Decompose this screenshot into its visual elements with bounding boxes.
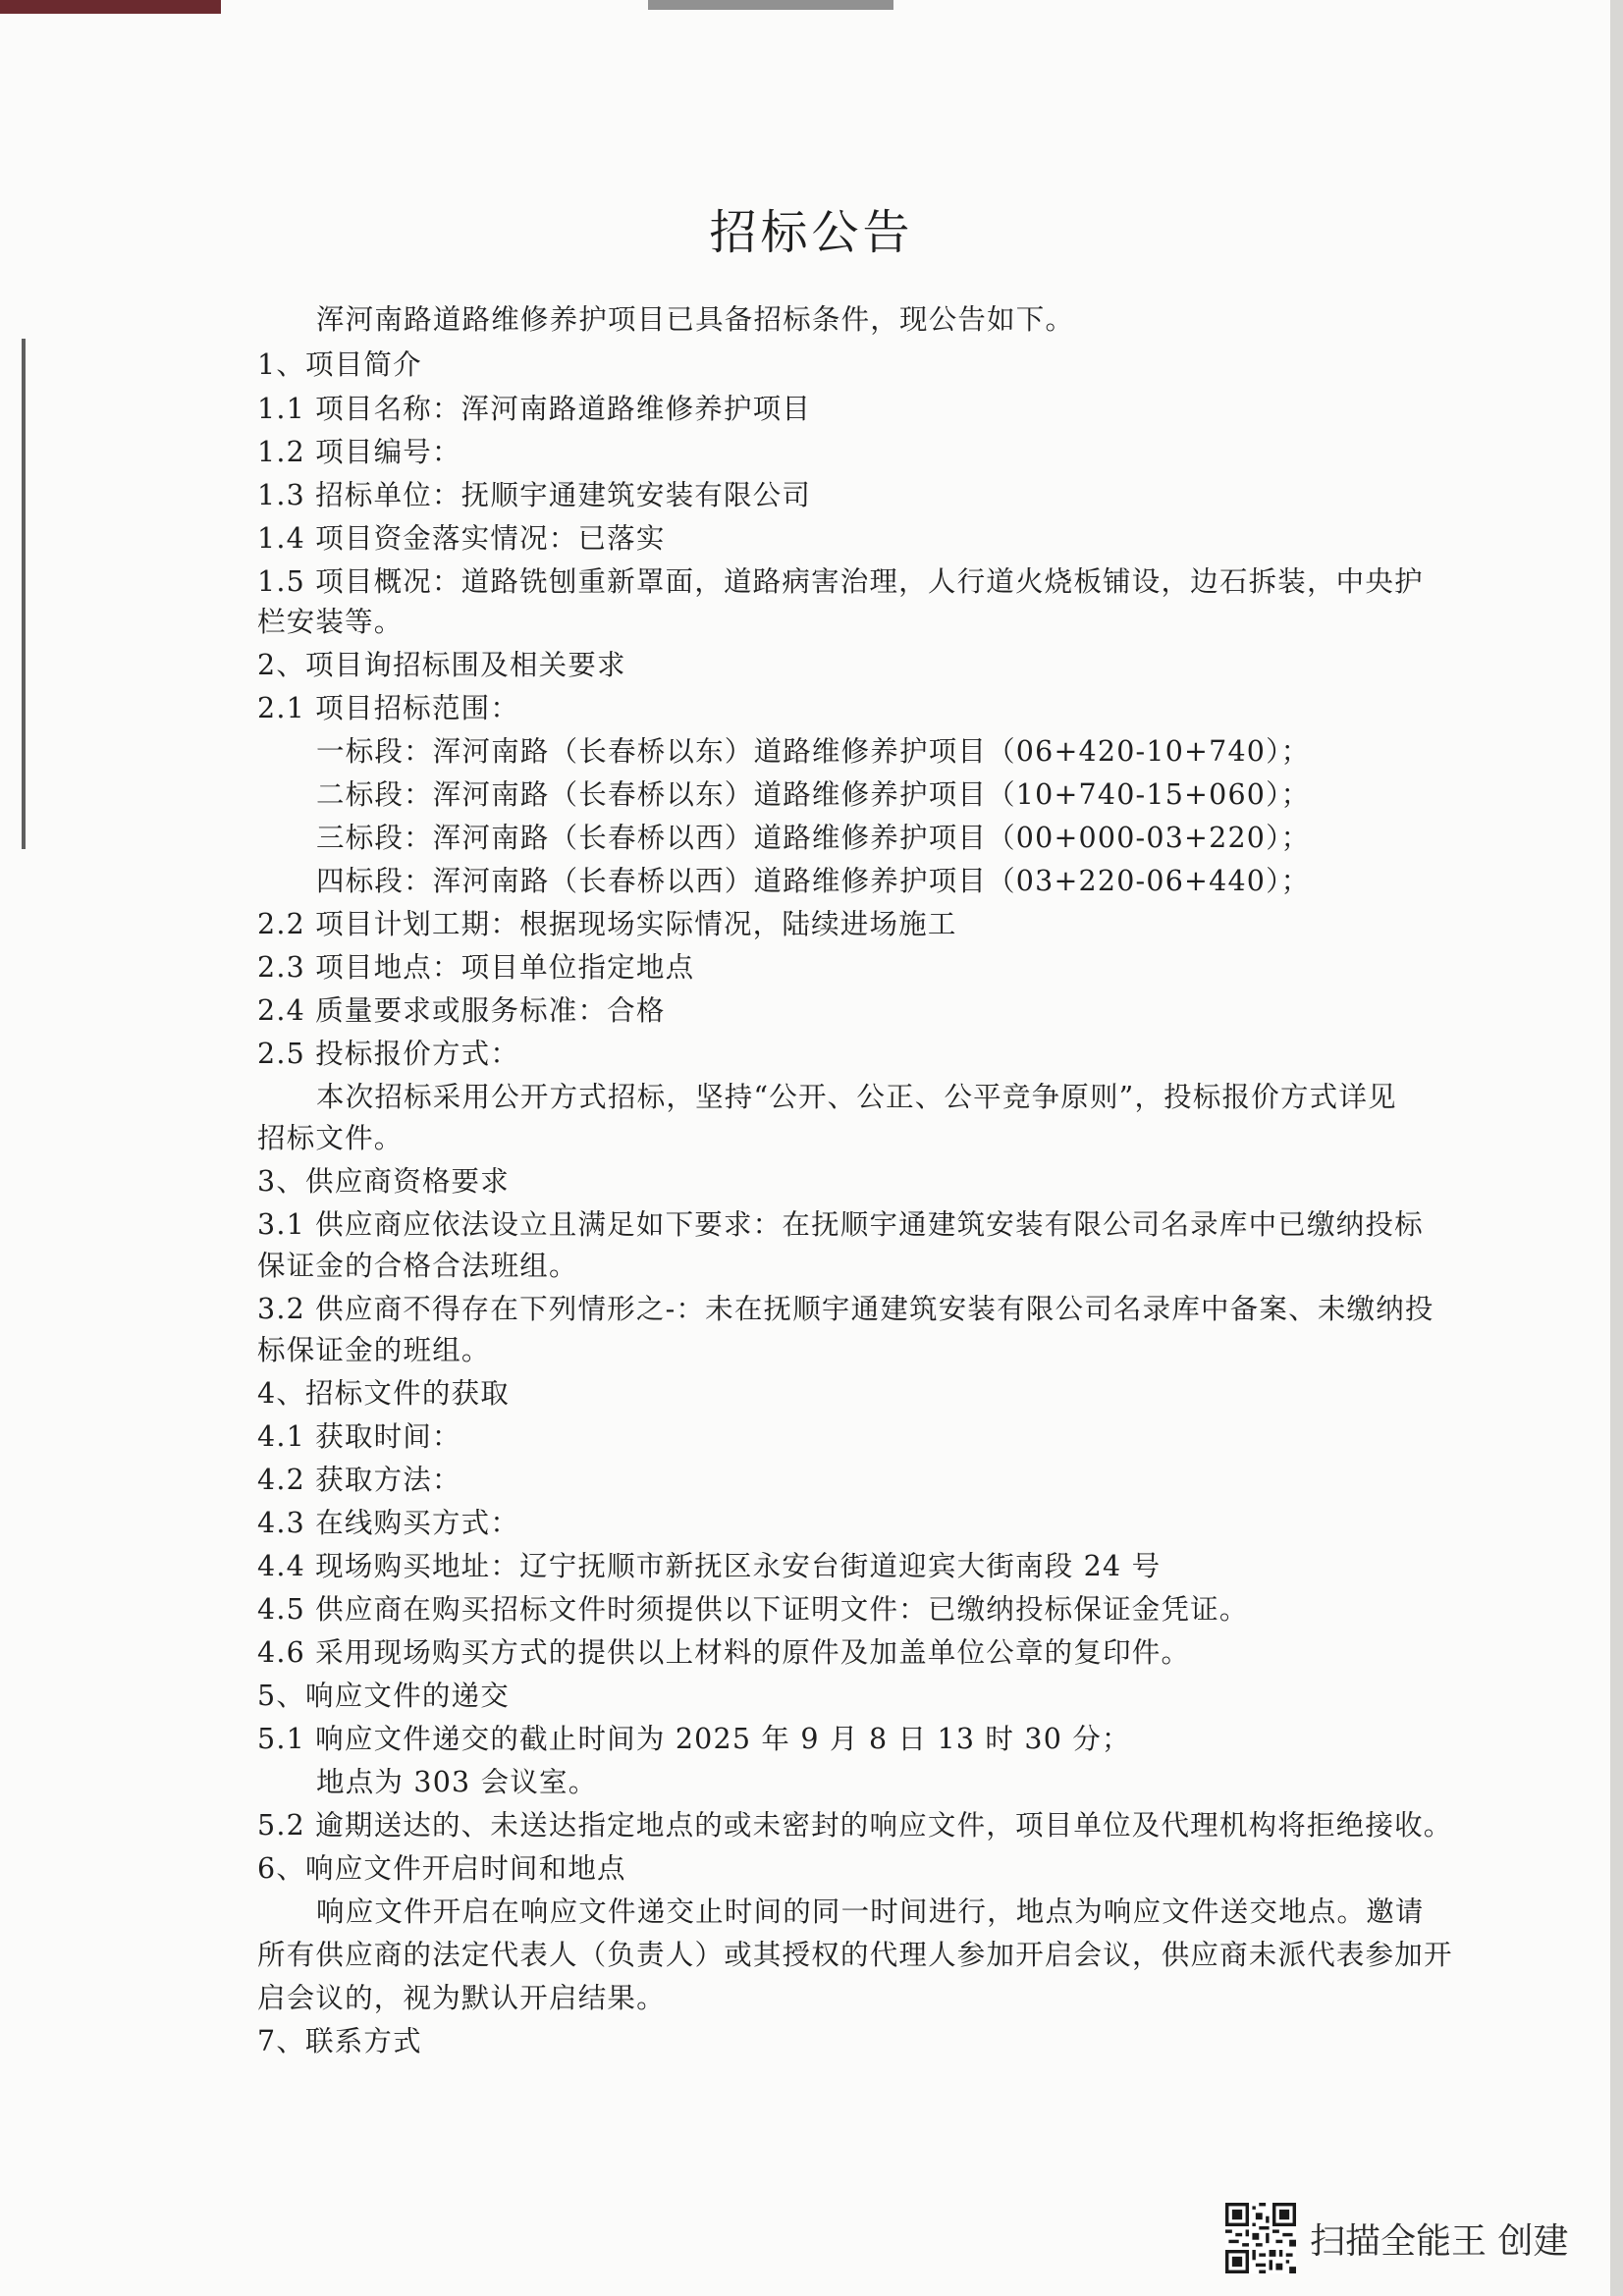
text-line: 启会议的，视为默认开启结果。 [257,1982,666,2014]
lot-item: 一标段：浑河南路（长春桥以东）道路维修养护项目（06+420-10+740）； [316,735,1311,768]
text-line: 2.3 项目地点：项目单位指定地点 [257,951,695,984]
text-line: 2.1 项目招标范围： [257,692,520,724]
section-heading: 1、项目简介 [257,348,422,381]
scan-margin [1610,0,1623,2296]
text-line: 1.3 招标单位：抚顺宇通建筑安装有限公司 [257,479,812,511]
text-line: 所有供应商的法定代表人（负责人）或其授权的代理人参加开启会议，供应商未派代表参加开 [257,1939,1453,1971]
section-heading: 7、联系方式 [257,2025,422,2057]
text-line: 4.2 获取方法： [257,1464,461,1496]
text-line: 1.1 项目名称：浑河南路道路维修养护项目 [257,393,812,425]
intro-paragraph: 浑河南路道路维修养护项目已具备招标条件，现公告如下。 [316,303,1075,336]
text-line: 2.5 投标报价方式： [257,1038,520,1070]
lot-item: 二标段：浑河南路（长春桥以东）道路维修养护项目（10+740-15+060）； [316,778,1311,811]
section-heading: 3、供应商资格要求 [257,1165,510,1198]
scan-edge-mark [22,339,26,849]
text-line: 1.2 项目编号： [257,436,461,468]
text-line: 栏安装等。 [257,606,404,638]
section-heading: 6、响应文件开启时间和地点 [257,1852,626,1885]
text-line: 4.3 在线购买方式： [257,1507,520,1539]
text-line: 5.2 逾期送达的、未送达指定地点的或未密封的响应文件，项目单位及代理机构将拒绝接收。 [257,1809,1453,1842]
text-line: 2.2 项目计划工期：根据现场实际情况，陆续进场施工 [257,908,957,940]
text-line: 保证金的合格合法班组。 [257,1250,578,1282]
lot-item: 三标段：浑河南路（长春桥以西）道路维修养护项目（00+000-03+220）； [316,822,1311,854]
section-heading: 2、项目询招标围及相关要求 [257,649,626,681]
text-line: 4.5 供应商在购买招标文件时须提供以下证明文件：已缴纳投标保证金凭证。 [257,1593,1249,1626]
page-title: 招标公告 [709,205,914,260]
text-line: 3.2 供应商不得存在下列情形之-：未在抚顺宇通建筑安装有限公司名录库中备案、未缴纳投 [257,1293,1434,1325]
text-line: 4.1 获取时间： [257,1420,461,1453]
text-line: 2.4 质量要求或服务标准：合格 [257,994,666,1027]
qr-code-icon [1225,2203,1296,2273]
text-line: 地点为 303 会议室。 [316,1766,598,1798]
text-line: 响应文件开启在响应文件递交止时间的同一时间进行，地点为响应文件送交地点。邀请 [316,1896,1425,1928]
lot-item: 四标段：浑河南路（长春桥以西）道路维修养护项目（03+220-06+440）； [316,865,1311,897]
text-line: 招标文件。 [257,1122,404,1154]
text-line: 3.1 供应商应依法设立且满足如下要求：在抚顺宇通建筑安装有限公司名录库中已缴纳投标 [257,1208,1424,1241]
text-line: 本次招标采用公开方式招标，坚持“公开、公正、公平竞争原则”，投标报价方式详见 [316,1081,1397,1113]
text-line: 5.1 响应文件递交的截止时间为 2025 年 9 月 8 日 13 时 30 分； [257,1723,1131,1755]
scanner-watermark [1225,2199,1568,2277]
scan-edge-artifact [0,0,221,14]
text-line: 1.4 项目资金落实情况：已落实 [257,522,666,555]
section-heading: 4、招标文件的获取 [257,1377,510,1410]
section-heading: 5、响应文件的递交 [257,1680,510,1712]
text-line: 4.4 现场购买地址：辽宁抚顺市新抚区永安台街道迎宾大街南段 24 号 [257,1550,1162,1582]
text-line: 标保证金的班组。 [257,1334,491,1366]
watermark-text: 扫描全能王 创建 [1310,2220,1569,2262]
scan-edge-artifact [648,0,893,10]
text-line: 1.5 项目概况：道路铣刨重新罩面，道路病害治理，人行道火烧板铺设，边石拆装，中央护 [257,565,1424,598]
text-line: 4.6 采用现场购买方式的提供以上材料的原件及加盖单位公章的复印件。 [257,1636,1191,1669]
